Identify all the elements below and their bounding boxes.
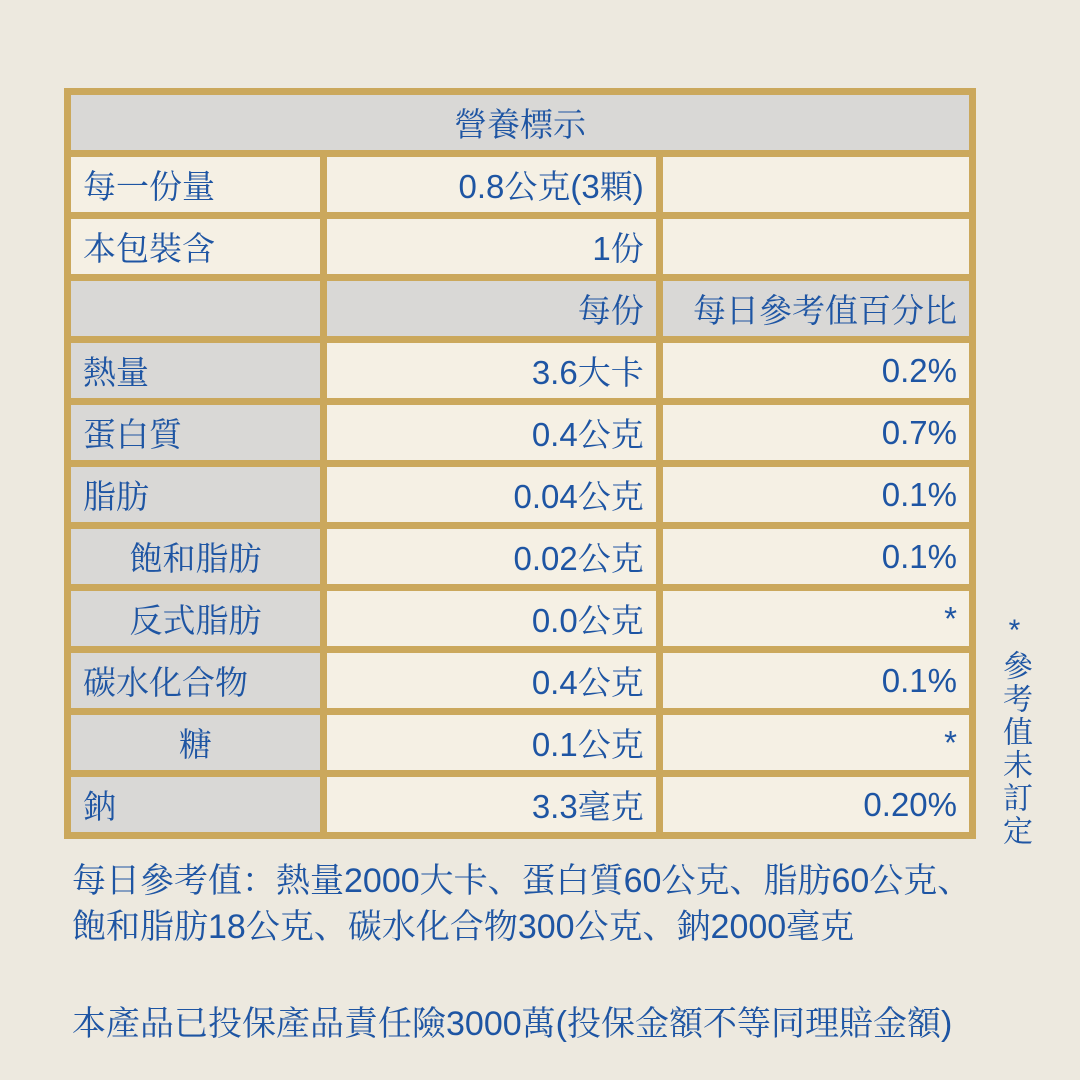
- servings-per-package-row: [68, 216, 973, 278]
- nutrient-dv: 0.1%: [659, 650, 972, 712]
- daily-reference-line-1: 每日參考值：熱量2000大卡、蛋白質60公克、脂肪60公克、: [72, 862, 972, 900]
- nutrient-row-sugar: [68, 712, 973, 774]
- column-header-row: [68, 278, 973, 340]
- nutrient-value: 0.02公克: [323, 526, 659, 588]
- serving-size-value: 0.8公克(3顆): [323, 154, 659, 216]
- nutrient-label: 脂肪: [68, 464, 324, 526]
- nutrient-value: 3.3毫克: [323, 774, 659, 836]
- reference-value-not-set-note: *參考值未訂定: [998, 614, 1031, 848]
- daily-reference-line-2: 飽和脂肪18公克、碳水化合物300公克、鈉2000毫克: [72, 908, 855, 946]
- nutrient-value: 0.1公克: [323, 712, 659, 774]
- nutrient-dv: 0.2%: [659, 340, 972, 402]
- serving-size-label: 每一份量: [68, 154, 324, 216]
- servings-per-package-value: 1份: [323, 216, 659, 278]
- nutrient-row-saturated-fat: [68, 526, 973, 588]
- nutrient-label: 熱量: [68, 340, 324, 402]
- nutrient-label: 反式脂肪: [68, 588, 324, 650]
- table-title-row: [68, 92, 973, 154]
- nutrient-value: 0.4公克: [323, 402, 659, 464]
- nutrient-dv: *: [659, 712, 972, 774]
- nutrient-dv: *: [659, 588, 972, 650]
- servings-per-package-label: 本包裝含: [68, 216, 324, 278]
- nutrient-label: 蛋白質: [68, 402, 324, 464]
- nutrient-value: 0.0公克: [323, 588, 659, 650]
- nutrient-value: 0.4公克: [323, 650, 659, 712]
- nutrient-dv: 0.7%: [659, 402, 972, 464]
- daily-reference-values-text: [72, 858, 1012, 950]
- nutrition-label-table: [64, 88, 976, 839]
- nutrient-dv: 0.1%: [659, 464, 972, 526]
- nutrient-row-sodium: [68, 774, 973, 836]
- nutrient-label: 糖: [68, 712, 324, 774]
- nutrient-row-protein: [68, 402, 973, 464]
- per-serving-header: 每份: [323, 278, 659, 340]
- nutrient-dv: 0.1%: [659, 526, 972, 588]
- empty-cell: [659, 216, 972, 278]
- nutrient-value: 3.6大卡: [323, 340, 659, 402]
- table-title: 營養標示: [68, 92, 973, 154]
- nutrient-label: 飽和脂肪: [68, 526, 324, 588]
- nutrient-value: 0.04公克: [323, 464, 659, 526]
- product-liability-insurance-text: 本產品已投保產品責任險3000萬(投保金額不等同理賠金額): [72, 1005, 953, 1043]
- empty-header-cell: [68, 278, 324, 340]
- daily-value-header: 每日參考值百分比: [659, 278, 972, 340]
- nutrient-row-fat: [68, 464, 973, 526]
- nutrient-row-carbohydrate: [68, 650, 973, 712]
- nutrient-row-trans-fat: [68, 588, 973, 650]
- empty-cell: [659, 154, 972, 216]
- nutrient-label: 鈉: [68, 774, 324, 836]
- nutrient-dv: 0.20%: [659, 774, 972, 836]
- nutrient-row-calories: [68, 340, 973, 402]
- nutrient-label: 碳水化合物: [68, 650, 324, 712]
- serving-size-row: [68, 154, 973, 216]
